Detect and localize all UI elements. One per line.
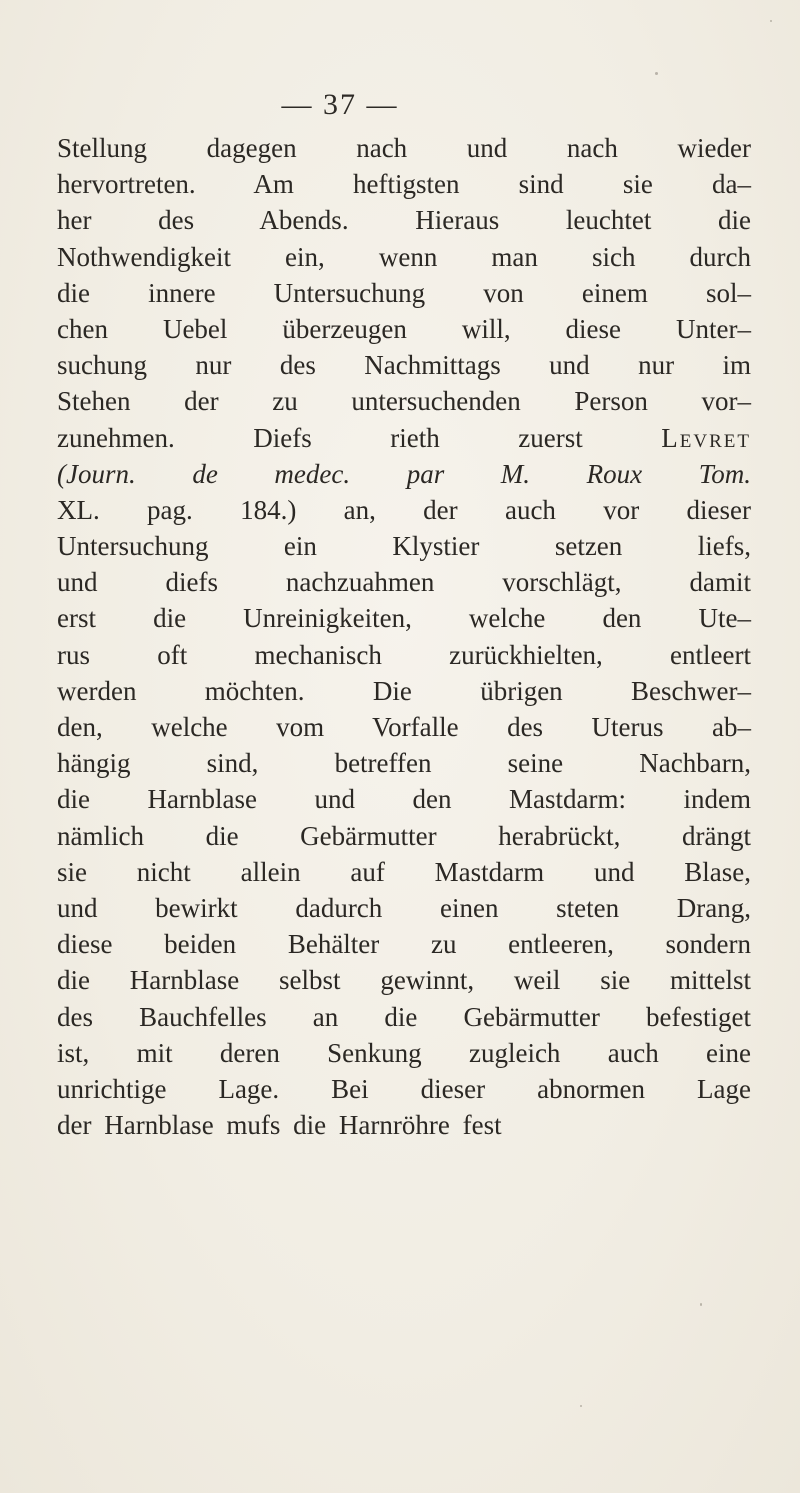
text-line: hervortreten. Am heftigsten sind sie da– — [57, 169, 751, 200]
text-line: Stehen der zu untersuchenden Person vor– — [57, 386, 751, 417]
scan-speck — [770, 20, 772, 22]
text-line: chen Uebel überzeugen will, diese Unter– — [57, 313, 751, 344]
text-line: unrichtige Lage. Bei dieser abnormen Lage — [57, 1073, 751, 1104]
text-line: ist, mit deren Senkung zugleich auch eine — [57, 1037, 751, 1068]
text-line: XL. pag. 184.) an, der auch vor dieser — [57, 494, 751, 525]
text-line: nämlich die Gebärmutter herabrückt, drängt — [57, 820, 751, 851]
text-line: zunehmen. Diefs rieth zuerst Levret — [57, 422, 751, 453]
text-line: und bewirkt dadurch einen steten Drang, — [57, 892, 751, 923]
text-line: Stellung dagegen nach und nach wieder — [57, 133, 751, 163]
text-line: hängig sind, betreffen seine Nachbarn, — [57, 748, 751, 779]
text-line: erst die Unreinigkeiten, welche den Ute– — [57, 603, 751, 634]
text-line: des Bauchfelles an die Gebärmutter befestiget — [57, 1001, 751, 1032]
text-line: her des Abends. Hieraus leuchtet die — [57, 205, 751, 236]
text-line: Nothwendigkeit ein, wenn man sich durch — [57, 241, 751, 272]
scan-speck — [580, 1405, 582, 1407]
scan-speck — [700, 1303, 702, 1306]
text-line-last: der Harnblase mufs die Harnröhre fest — [57, 1110, 502, 1141]
text-line: suchung nur des Nachmittags und nur im — [57, 350, 751, 381]
text-line: Untersuchung ein Klystier setzen liefs, — [57, 531, 751, 562]
text-line: die innere Untersuchung von einem sol– — [57, 277, 751, 308]
text-line-italic-citation: (Journ. de medec. par M. Roux Tom. — [57, 458, 751, 489]
text-line: und diefs nachzuahmen vorschlägt, damit — [57, 567, 751, 598]
text-line: rus oft mechanisch zurückhielten, entleert — [57, 639, 751, 670]
text-line: den, welche vom Vorfalle des Uterus ab– — [57, 712, 751, 742]
text-line: diese beiden Behälter zu entleeren, sondern — [57, 929, 751, 960]
page-number: — 37 — — [281, 88, 399, 121]
scan-speck — [655, 72, 658, 75]
author-name-smallcaps: Levret — [661, 422, 751, 453]
text-line: werden möchten. Die übrigen Beschwer– — [57, 675, 751, 706]
text-line: die Harnblase selbst gewinnt, weil sie mittelst — [57, 965, 751, 996]
body-text — [57, 130, 751, 1143]
text-line: sie nicht allein auf Mastdarm und Blase, — [57, 856, 751, 887]
text-line: die Harnblase und den Mastdarm: indem — [57, 784, 751, 815]
